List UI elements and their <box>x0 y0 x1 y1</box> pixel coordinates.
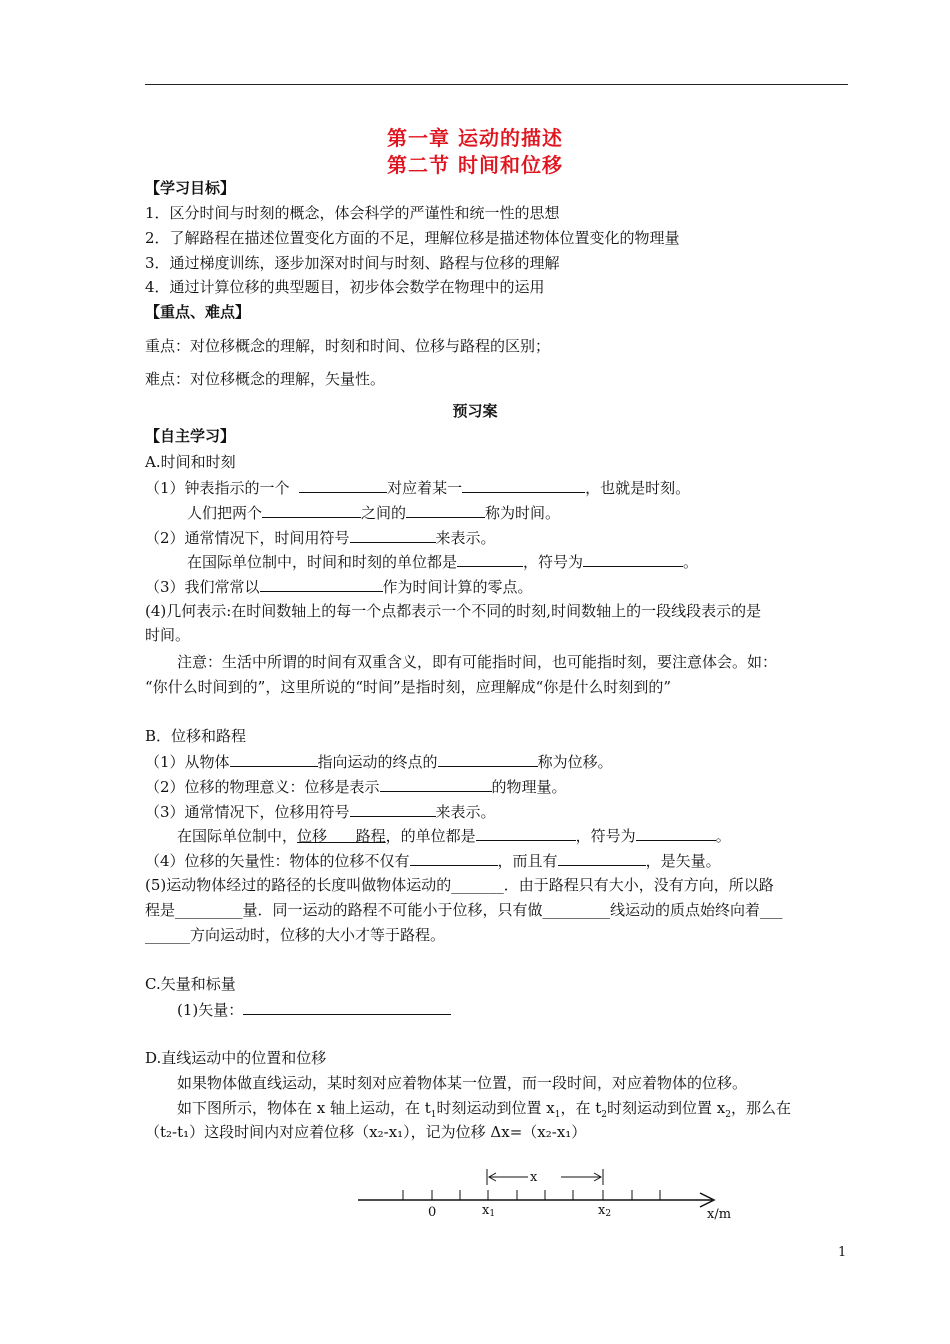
goal-item-3: 3．通过梯度训练，逐步加深对时间与时刻、路程与位移的理解 <box>145 254 560 272</box>
section-d-line-1: 如果物体做直线运动，某时刻对应着物体某一位置，而一段时间，对应着物体的位移。 <box>177 1074 748 1092</box>
section-a-line-4: 在国际单位制中，时间和时刻的单位都是 ，符号为 。 <box>187 553 699 571</box>
section-c-heading: C.矢量和标量 <box>145 975 236 993</box>
section-b-line-1: （1）从物体 指向运动的终点的 称为位移。 <box>145 753 613 771</box>
x1-label: x1 <box>482 1203 496 1219</box>
self-study-heading: 【自主学习】 <box>145 427 236 445</box>
key-point: 重点：对位移概念的理解，时刻和时间、位移与路程的区别； <box>145 337 551 355</box>
section-a-line-7: 时间。 <box>145 626 191 644</box>
section-b-line-7: 程是_________量．同一运动的路程不可能小于位移，只有做_________线运动的质点始终向着___ <box>145 901 783 919</box>
dx-label: x <box>530 1170 538 1185</box>
section-b-heading: B．位移和路程 <box>145 727 247 745</box>
section-b-line-3: （3）通常情况下，位移用符号 来表示。 <box>145 803 496 821</box>
page-number: 1 <box>838 1245 847 1260</box>
preview-heading: 预习案 <box>452 402 498 420</box>
section-a-note-2: “你什么时间到的”，这里所说的“时间”是指时刻，应理解成“你是什么时刻到的” <box>145 678 672 696</box>
chapter-title: 第一章 运动的描述 <box>387 126 563 150</box>
goals-heading: 【学习目标】 <box>145 179 236 197</box>
section-a-line-2: 人们把两个 之间的 称为时间。 <box>187 504 561 522</box>
section-d-line-2: 如下图所示，物体在 x 轴上运动，在 $t_1$时刻运动到位置 $x_1$，在 $t_2$时刻运动到位置 $x_2$，那么在 <box>177 1099 792 1120</box>
section-title: 第二节 时间和位移 <box>387 153 563 177</box>
section-a-line-1: （1）钟表指示的一个 对应着某一 ，也就是时刻。 <box>145 479 691 497</box>
section-a-line-6: (4)几何表示:在时间数轴上的每一个点都表示一个不同的时刻,时间数轴上的一段线段表示的是 <box>145 602 762 620</box>
section-a-line-3: （2）通常情况下，时间用符号 来表示。 <box>145 529 496 547</box>
section-d-line-3: （t₂-t₁）这段时间内对应着位移（x₂-x₁），记为位移 Δx=（x₂-x₁） <box>145 1123 587 1141</box>
section-b-line-5: （4）位移的矢量性：物体的位移不仅有 ，而且有 ，是矢量。 <box>145 852 721 870</box>
section-b-line-8: ______方向运动时，位移的大小才等于路程。 <box>145 926 446 944</box>
section-c-line-1: (1)矢量： <box>177 999 451 1020</box>
section-a-line-5: （3）我们常常以 作为时间计算的零点。 <box>145 578 533 596</box>
goal-item-2: 2．了解路程在描述位置变化方面的不足，理解位移是描述物体位置变化的物理量 <box>145 229 680 247</box>
axis-unit-label: x/m <box>707 1207 732 1222</box>
section-d-heading: D.直线运动中的位置和位移 <box>145 1049 327 1067</box>
section-b-line-6: (5)运动物体经过的路径的长度叫做物体运动的_______．由于路程只有大小，没有方向，所以路 <box>145 876 774 894</box>
keypoints-heading: 【重点、难点】 <box>145 303 251 321</box>
goal-item-4: 4．通过计算位移的典型题目，初步体会数学在物理中的运用 <box>145 278 545 296</box>
origin-label: 0 <box>428 1205 437 1220</box>
x2-label: x2 <box>598 1203 612 1219</box>
section-b-line-4: 在国际单位制中，位移 路程，的单位都是 ，符号为 。 <box>177 827 731 845</box>
goal-item-1: 1．区分时间与时刻的概念，体会科学的严谨性和统一性的思想 <box>145 204 560 222</box>
section-a-note-1: 注意：生活中所谓的时间有双重含义，即有可能指时间，也可能指时刻，要注意体会。如： <box>177 653 778 671</box>
difficult-point: 难点：对位移概念的理解，矢量性。 <box>145 370 386 388</box>
section-b-line-2: （2）位移的物理意义：位移是表示 的物理量。 <box>145 778 567 796</box>
section-a-heading: A.时间和时刻 <box>145 453 236 471</box>
